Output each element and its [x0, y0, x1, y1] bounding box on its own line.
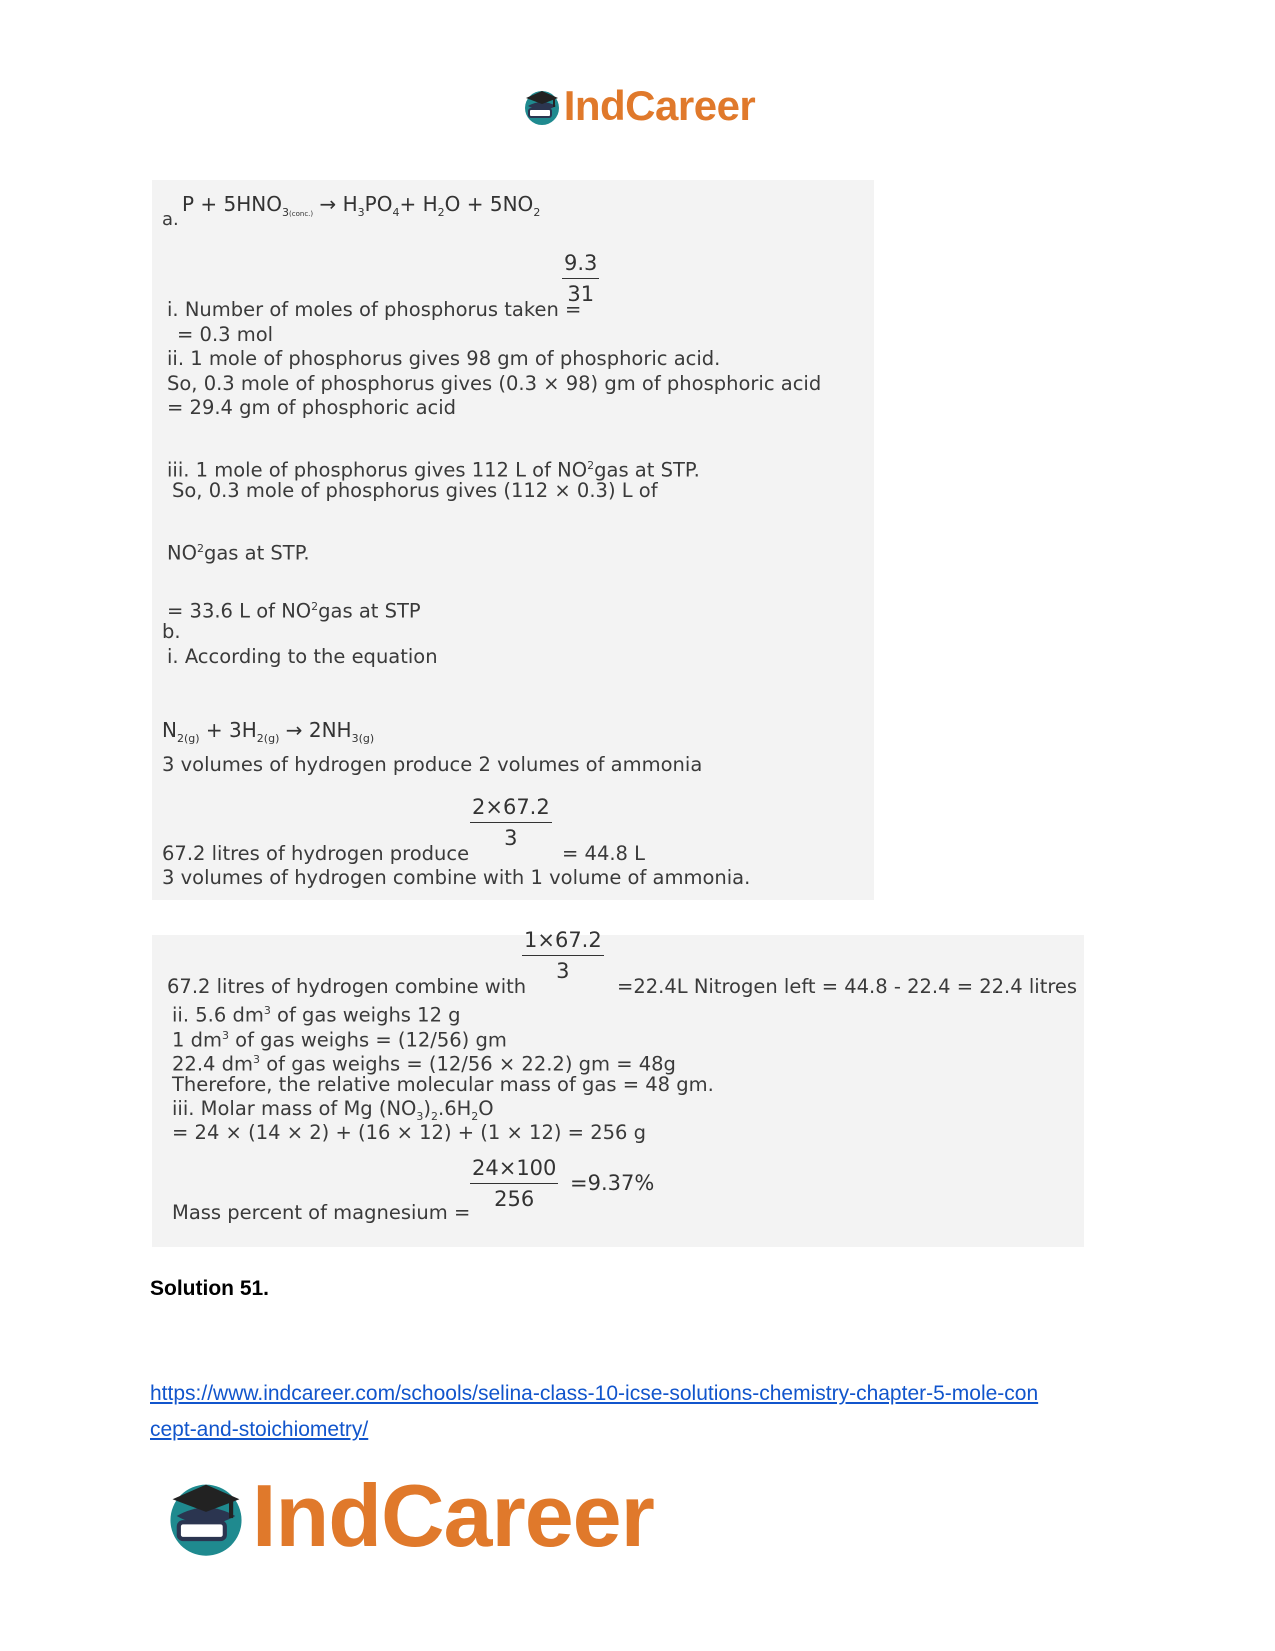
moles-result: = 0.3 mol: [177, 323, 274, 346]
mass-percent-line: Mass percent of magnesium =: [172, 1201, 471, 1224]
volumes-line: 3 volumes of hydrogen produce 2 volumes of ammonia: [162, 753, 703, 776]
header-logo: [0, 78, 1275, 134]
combine-line: 3 volumes of hydrogen combine with 1 volume of ammonia.: [162, 866, 751, 889]
graduation-cap-globe-icon: [520, 84, 564, 128]
nitrogen-left-result: =22.4L Nitrogen left = 44.8 - 22.4 = 22.4 litres: [617, 975, 1078, 998]
logo-text: IndCareer: [252, 1466, 654, 1565]
part-ii-line-3: = 29.4 gm of phosphoric acid: [167, 396, 457, 419]
gas-weight-line-3: 22.4 $dm^3$ of gas weighs = (12/56 × 22.2) gm = 48g: [172, 1052, 676, 1076]
gas-weight-line-1: ii. 5.6 $dm^3$ of gas weighs 12 g: [172, 1003, 461, 1027]
produce-result: = 44.8 L: [562, 842, 646, 865]
part-ii-line-2: So, 0.3 mole of phosphorus gives (0.3 × 98) gm of phosphoric acid: [167, 372, 822, 395]
logo-text: IndCareer: [563, 82, 756, 129]
solution-image-box-2: [152, 928, 1084, 1247]
molar-mass-line: iii. Molar mass of Mg $(NO_3)_2.6H_2O$: [172, 1097, 494, 1123]
molecular-mass-line: Therefore, the relative molecular mass of gas = 48 gm.: [172, 1073, 714, 1096]
solution-image-box-1: [152, 180, 874, 900]
part-iii-line-4: = 33.6 L of $NO^2gas$ at STP: [167, 599, 421, 623]
fraction-24x100-over-256: $\frac{24\times 100}{256}$: [470, 1153, 558, 1214]
part-iii-line-3: $NO^2gas$ at STP.: [167, 541, 310, 565]
part-a-label: a.: [162, 209, 179, 230]
fraction-1x67-2-over-3: $\frac{1\times 67.2}{3}$: [522, 925, 604, 986]
part-iii-line-2: So, 0.3 mole of phosphorus gives (112 × 0.3) L of: [172, 479, 658, 502]
part-ii-line-1: ii. 1 mole of phosphorus gives 98 gm of phosphoric acid.: [167, 347, 721, 370]
footer-logo: [160, 1465, 654, 1565]
page-url-link-line-2[interactable]: cept-and-stoichiometry/: [150, 1418, 369, 1441]
produce-line: 67.2 litres of hydrogen produce: [162, 842, 470, 865]
mass-percent-result: =9.37%: [570, 1171, 655, 1195]
page-url-link-line-1[interactable]: https://www.indcareer.com/schools/selina-class-10-icse-solutions-chemistry-chapter-5-mole-con: [150, 1382, 1039, 1405]
molar-mass-calculation: = 24 × (14 × 2) + (16 × 12) + (1 × 12) = 256 g: [172, 1121, 647, 1144]
solution-heading: Solution 51.: [150, 1277, 270, 1300]
part-b-i-line: i. According to the equation: [167, 645, 438, 668]
hydrogen-combine-line: 67.2 litres of hydrogen combine with: [167, 975, 527, 998]
moles-line: i. Number of moles of phosphorus taken =: [167, 298, 582, 321]
part-b-label: b.: [162, 620, 181, 643]
ammonia-equation: $N_{2(g)} + 3H_{2(g)} \to 2NH_{3(g)}$: [162, 718, 375, 745]
fraction-2x67-2-over-3: $\frac{2\times 67.2}{3}$: [470, 792, 552, 853]
gas-weight-line-2: 1 $dm^3$ of gas weighs = (12/56) gm: [172, 1028, 507, 1052]
part-iii-line-1: iii. 1 mole of phosphorus gives 112 L of $NO^2gas$ at STP.: [167, 458, 700, 482]
phosphorus-nitric-acid-equation: $P + 5HNO_{3(conc.)} \to H_3PO_4+ H_2O + 5NO_2$: [182, 192, 541, 219]
graduation-cap-globe-icon: [160, 1470, 252, 1562]
fraction-9-3-over-31: $\frac{9.3}{31}$: [562, 248, 599, 309]
